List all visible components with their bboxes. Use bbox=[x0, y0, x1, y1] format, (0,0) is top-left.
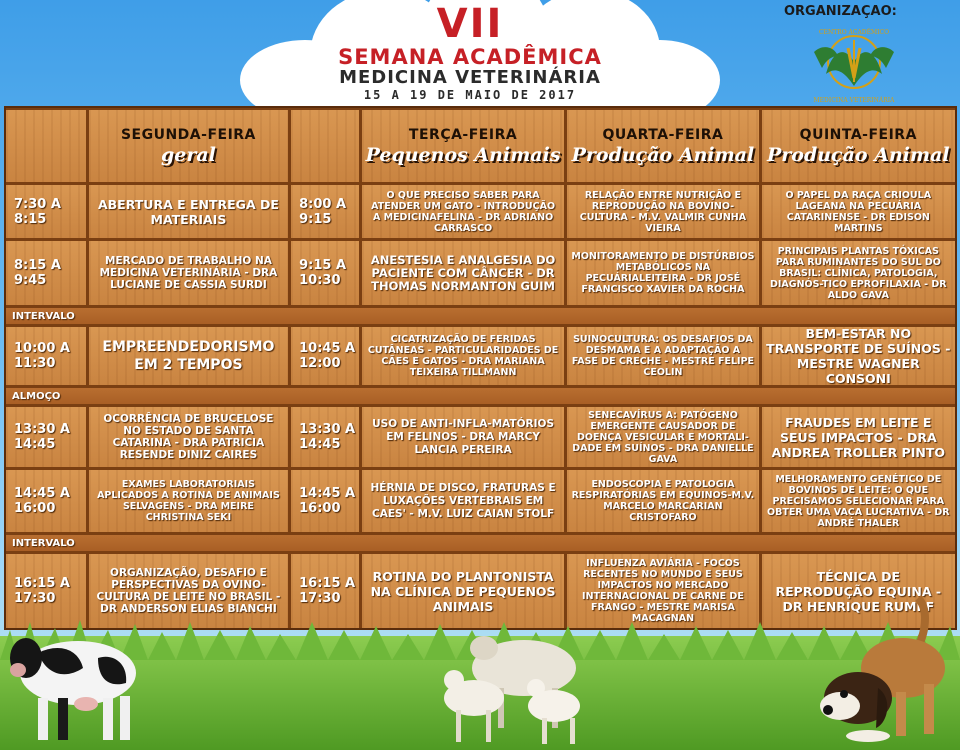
session-thursday: MELHORAMENTO GENÉTICO DE BOVINOS DE LEITE: O QUE PRECISAMOS SELECIONAR PARA OBTER UMA VACA LUCRATIVA - DR ANDRÉ THALER bbox=[762, 470, 955, 532]
break-row bbox=[6, 535, 955, 551]
day-header-thursday bbox=[762, 110, 955, 182]
time-slot: 10:00 A 11:30 bbox=[6, 327, 86, 385]
corner-cell bbox=[6, 110, 86, 182]
session-tuesday: ANESTESIA E ANALGESIA DO PACIENTE COM CÂNCER - DR THOMAS NORMANTON GUIM bbox=[362, 241, 564, 305]
days-header-row bbox=[6, 110, 955, 182]
day-name: QUARTA-FEIRA bbox=[602, 127, 724, 143]
event-dates: 15 A 19 DE MAIO DE 2017 bbox=[363, 88, 577, 102]
day-header-tuesday bbox=[362, 110, 564, 182]
session-monday: EMPREENDEDORISMO EM 2 TEMPOS bbox=[89, 327, 288, 385]
schedule-board bbox=[4, 106, 957, 630]
session-tuesday: ROTINA DO PLANTONISTA NA CLÍNICA DE PEQUENOS ANIMAIS bbox=[362, 554, 564, 628]
session-tuesday: CICATRIZAÇÃO DE FERIDAS CUTÂNEAS - PARTICULARIDADES DE CÃES E GATOS - DRA MARIANA TEIXEIRA TILLMANN bbox=[362, 327, 564, 385]
cow-illustration bbox=[8, 618, 158, 746]
session-thursday: O PAPEL DA RAÇA CRIOULA LAGEANA NA PECUÁRIA CATARINENSE - DR EDISON MARTINS bbox=[762, 185, 955, 238]
session-monday: EXAMES LABORATORIAIS APLICADOS A ROTINA DE ANIMAIS SELVAGENS - DRA MEIRE CHRISTINA SEKI bbox=[89, 470, 288, 532]
day-theme: Produção Animal bbox=[571, 144, 755, 166]
time-slot: 16:15 A 17:30 bbox=[6, 554, 86, 628]
schedule-row bbox=[6, 407, 955, 467]
logo-text-bottom: MEDICINA VETERINÁRIA bbox=[813, 97, 895, 104]
time-slot: 8:00 A 9:15 bbox=[291, 185, 359, 238]
event-title-block bbox=[300, 2, 640, 102]
corner-cell-2 bbox=[291, 110, 359, 182]
time-slot: 13:30 A 14:45 bbox=[6, 407, 86, 467]
time-slot: 10:45 A 12:00 bbox=[291, 327, 359, 385]
day-name: QUINTA-FEIRA bbox=[799, 127, 917, 143]
session-wednesday: RELAÇÃO ENTRE NUTRIÇÃO E REPRODUÇÃO NA BOVINO-CULTURA - M.V. VALMIR CUNHA VIEIRA bbox=[567, 185, 758, 238]
session-monday: ABERTURA E ENTREGA DE MATERIAIS bbox=[89, 185, 288, 238]
session-monday: OCORRÊNCIA DE BRUCELOSE NO ESTADO DE SANTA CATARINA - DRA PATRICIA RESENDE DINIZ CAIRES bbox=[89, 407, 288, 467]
session-tuesday: O QUE PRECISO SABER PARA ATENDER UM GATO - INTRODUÇÃO A MEDICINAFELINA - DR ADRIANO CARRASCO bbox=[362, 185, 564, 238]
time-slot: 8:15 A 9:45 bbox=[6, 241, 86, 305]
break-label: INTERVALO bbox=[6, 308, 955, 324]
course-name: MEDICINA VETERINÁRIA bbox=[339, 67, 601, 88]
session-monday: MERCADO DE TRABALHO NA MEDICINA VETERINÁRIA - DRA LUCIANE DE CASSIA SURDI bbox=[89, 241, 288, 305]
schedule-row bbox=[6, 327, 955, 385]
academic-center-logo bbox=[804, 22, 904, 110]
session-wednesday: MONITORAMENTO DE DISTÚRBIOS METABÓLICOS NA PECUÁRIALEITEIRA - DR JOSÉ FRANCISCO XAVIER DA ROCHA bbox=[567, 241, 758, 305]
day-header-wednesday bbox=[567, 110, 758, 182]
day-name: TERÇA-FEIRA bbox=[408, 127, 518, 143]
time-slot: 7:30 A 8:15 bbox=[6, 185, 86, 238]
sheep-illustration bbox=[424, 618, 600, 748]
organization-label: ORGANIZAÇAO: bbox=[784, 4, 897, 19]
session-thursday: TÉCNICA DE REPRODUÇÃO EQUINA - DR HENRIQUE RUMPF bbox=[762, 554, 955, 628]
day-theme: Produção Animal bbox=[766, 144, 950, 166]
day-header-monday bbox=[89, 110, 288, 182]
day-name: SEGUNDA-FEIRA bbox=[120, 127, 256, 143]
time-slot: 14:45 A 16:00 bbox=[291, 470, 359, 532]
session-thursday: PRINCIPAIS PLANTAS TÓXICAS PARA RUMINANTES DO SUL DO BRASIL: CLÍNICA, PATOLOGIA, DIAGNÓS-TICO EPROFILAXIA - DR ALDO GAVA bbox=[762, 241, 955, 305]
schedule-row bbox=[6, 470, 955, 532]
time-slot: 14:45 A 16:00 bbox=[6, 470, 86, 532]
event-name: SEMANA ACADÊMICA bbox=[338, 45, 602, 69]
edition-number: VII bbox=[436, 1, 504, 47]
lunch-row bbox=[6, 388, 955, 404]
lunch-label: ALMOÇO bbox=[6, 388, 955, 404]
session-thursday: BEM-ESTAR NO TRANSPORTE DE SUÍNOS - MESTRE WAGNER CONSONI bbox=[762, 327, 955, 385]
day-theme: geral bbox=[160, 144, 216, 166]
session-wednesday: ENDOSCOPIA E PATOLOGIA RESPIRATÓRIAS EM EQUINOS-M.V. MARCELO MARCARIAN CRISTOFARO bbox=[567, 470, 758, 532]
session-wednesday: SENECAVÍRUS A: PATÓGENO EMERGENTE CAUSADOR DE DOENÇA VESICULAR E MORTALI-DADE EM SUÍNOS - DRA DANIELLE GAVA bbox=[567, 407, 758, 467]
break-row bbox=[6, 308, 955, 324]
session-tuesday: HÉRNIA DE DISCO, FRATURAS E LUXAÇÕES VERTEBRAIS EM CAES' - M.V. LUIZ CAIAN STOLF bbox=[362, 470, 564, 532]
time-slot: 16:15 A 17:30 bbox=[291, 554, 359, 628]
session-wednesday: SUINOCULTURA: OS DESAFIOS DA DESMAMA E A ADAPTAÇÃO A FASE DE CRECHE - MESTRE FELIPE CEOLIN bbox=[567, 327, 758, 385]
break-label: INTERVALO bbox=[6, 535, 955, 551]
time-slot: 9:15 A 10:30 bbox=[291, 241, 359, 305]
session-thursday: FRAUDES EM LEITE E SEUS IMPACTOS - DRA ANDREA TROLLER PINTO bbox=[762, 407, 955, 467]
day-theme: Pequenos Animais bbox=[365, 144, 561, 166]
session-monday: ORGANIZAÇÃO, DESAFIO E PERSPECTIVAS DA OVINO-CULTURA DE LEITE NO BRASIL - DR ANDERSON ELIAS BIANCHI bbox=[89, 554, 288, 628]
session-wednesday: INFLUENZA AVIÁRIA - FOCOS RECENTES NO MUNDO E SEUS IMPACTOS NO MERCADO INTERNACIONAL DE CARNE DE FRANGO - MESTRE MARISA MACAGNAN bbox=[567, 554, 758, 628]
session-tuesday: USO DE ANTI-INFLA-MATÓRIOS EM FELINOS - DRA MARCY LANCIA PEREIRA bbox=[362, 407, 564, 467]
schedule-row bbox=[6, 185, 955, 238]
schedule-row bbox=[6, 241, 955, 305]
time-slot: 13:30 A 14:45 bbox=[291, 407, 359, 467]
dog-illustration bbox=[798, 588, 956, 748]
logo-text-top: CENTRO ACADÊMICO bbox=[818, 29, 890, 36]
